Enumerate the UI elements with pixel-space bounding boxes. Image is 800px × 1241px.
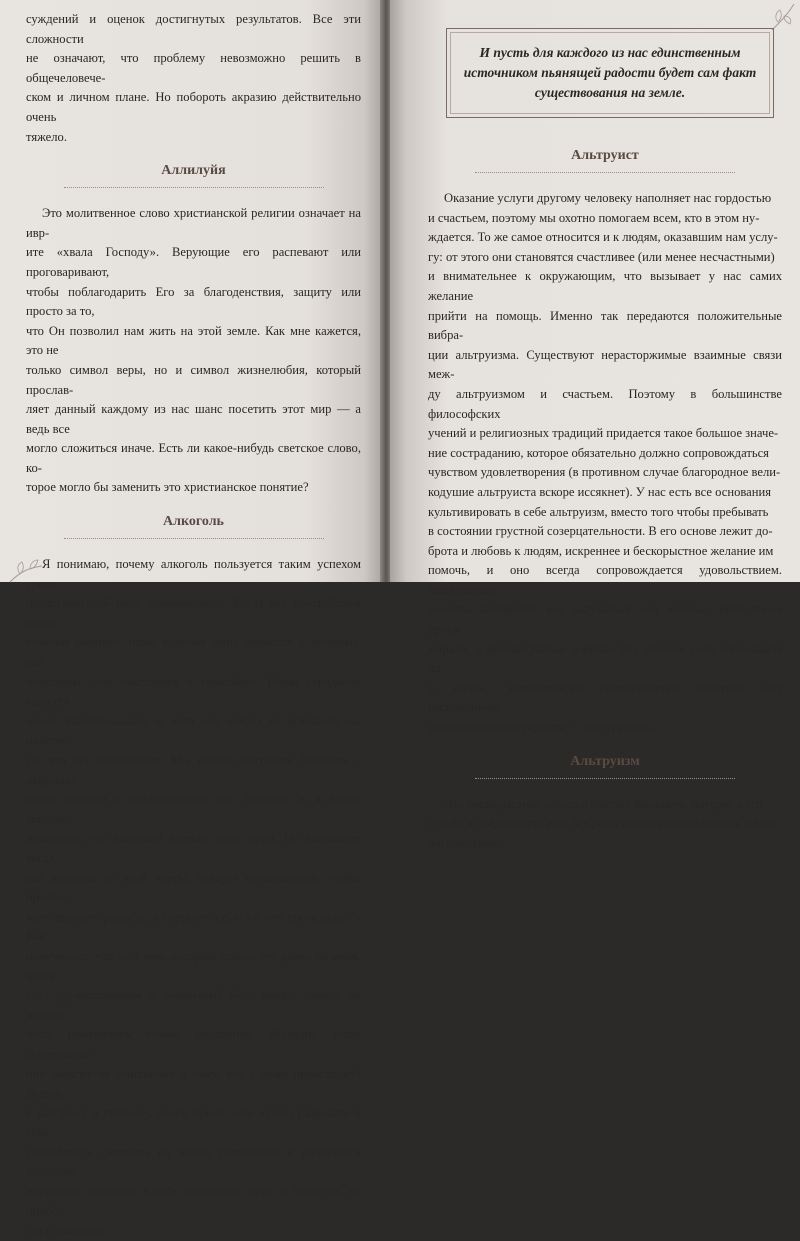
- quote-line: И пусть для каждого из нас единственным: [479, 45, 741, 60]
- section-body-altruist: [428, 189, 782, 738]
- text-line: способность смотреть на жизнь спокойным и радостным взглядом,: [26, 1144, 361, 1179]
- text-line: могло сложиться иначе. Есть ли какое-нибудь светское слово, ко-: [26, 441, 361, 475]
- text-line: Оказание услуги другому человеку наполняет нас гордостью: [444, 191, 772, 205]
- text-line: эгоисты заставляют нас задуматься над жизнью, преподнося уроки: [428, 602, 782, 637]
- text-line: Это молитвенное слово христианской религии означает на ивр-: [26, 206, 361, 240]
- section-heading-alcohol: [26, 514, 361, 539]
- text-line: чувствуем себя счастливее и спокойнее. Наши страдания кажутся: [26, 674, 361, 709]
- text-line: ском и личном плане. Но побороть акразию действительно очень: [26, 90, 361, 124]
- text-line: кодушие альтруиста вскоре иссякнет). У нас есть все основания: [428, 484, 772, 499]
- text-line: учений и религиозных традиций придается такое большое значе-: [428, 426, 779, 441]
- text-line: получилось, что этот мир, который только что давил на меня, вдруг: [26, 948, 361, 983]
- section-title: Алкоголь: [163, 514, 224, 530]
- text-line: что Он позволил нам жить на этой земле. Как мне кажется, это не: [26, 323, 361, 358]
- text-line: гольные напитки, наше видение мира меняется к лучшему, мы: [26, 635, 361, 670]
- intro-paragraph: [26, 10, 361, 147]
- text-line: менее значительными, и, хотя они никуда не исчезают, мы надеем-: [26, 713, 361, 748]
- text-line: ние состраданию, которое обязательно должно сопровождаться: [428, 445, 769, 460]
- text-line: в жизнь, демонстрируя превосходство действий над бесплодными: [428, 680, 782, 715]
- text-line: ждается. То же самое относится и к людям, оказавшим нам услу-: [428, 230, 778, 245]
- section-body-alcohol: [26, 555, 361, 1241]
- text-line: в состоянии грустной созерцательности. В его основе лежит до-: [428, 524, 773, 539]
- section-heading-altruist: [428, 148, 782, 173]
- text-line: ду альтруизмом и счастьем. Поэтому в большинстве философских: [428, 386, 782, 421]
- quote-line: источником пьянящей радости будет сам факт: [463, 65, 757, 80]
- text-line: ции альтруизма. Существуют нерасторжимые взаимные связи меж-: [428, 347, 782, 382]
- left-page: [0, 0, 383, 1238]
- text-line: и счастьем, поэтому мы охотно помогаем всем, кто в этом ну-: [428, 210, 760, 225]
- text-line: представителей рода человеческого. Когда мы употребляем алко-: [26, 596, 361, 630]
- text-line: ляет данный каждому из нас шанс посетить этот мир — а ведь все: [26, 402, 361, 436]
- text-line: Я понимаю, почему алкоголь пользуется таким успехом среди: [26, 557, 361, 591]
- text-line: только символ веры, но и символ жизнелюбия, который прослав-: [26, 362, 361, 397]
- text-line: лось, поменялись только ощущения. Выходит, наше существова-: [26, 1027, 361, 1061]
- heading-rule: [475, 778, 735, 779]
- text-line: морали, а великодушные добряки без лишних слов воплощают их: [428, 641, 782, 676]
- section-heading-altruism: [428, 754, 782, 779]
- text-line: и внимательнее к окружающим, что вызывает у нас самих желание: [428, 269, 782, 303]
- text-line: гу: от этого они становятся счастливее (или менее несчастными): [428, 249, 775, 264]
- section-heading-alleluia: [26, 163, 361, 188]
- section-title: Аллилуйя: [161, 163, 226, 179]
- text-line: брота и любовь к людям, искреннее и бескорыстное желание им: [428, 543, 774, 558]
- text-line: помочь, и оно всегда сопровождается удовольствием. Закоренелые: [428, 563, 782, 597]
- text-line: гая к алкоголю.: [26, 1223, 109, 1238]
- quote-line: существования на земле.: [534, 85, 686, 100]
- text-line: к которому я прихожу, очень прост: нам нужно развивать в себе: [26, 1105, 361, 1140]
- text-line: Это бескорыстная забота о счастье ближнего, интерес к его: [444, 796, 763, 811]
- text-line: культивировать в себе альтруизм, вместо того чтобы пребывать: [428, 504, 769, 519]
- text-line: щими людьми и объединяющее нас братство и, в конце концов,: [26, 792, 361, 826]
- text-line: прийти на помощь. Именно так передаются положительные вибра-: [428, 308, 782, 343]
- quote-box: [446, 28, 774, 118]
- text-line: суждений и оценок достигнутых результатов. Все эти сложности: [26, 12, 361, 46]
- floral-ornament-icon: [6, 546, 46, 586]
- text-line: чтобы поблагодарить Его за благоденствия, защиту или просто за то,: [26, 284, 361, 319]
- text-line: жать вкушать радость, и спросить себя: «А что происходит?» Как: [26, 909, 361, 944]
- section-title: Альтруист: [571, 148, 639, 163]
- text-line: ние зависит от отношения к тому, что с нами происходит? Вывод,: [26, 1066, 361, 1101]
- text-line: научиться вызывать в себе ощущения мира и братства, не прибе-: [26, 1184, 361, 1218]
- text-line: чувством удовлетворения (в противном случае благородное вели-: [428, 465, 781, 480]
- text-line: понимаем, что являемся частью этого мира. Но внимание: когда: [26, 831, 361, 865]
- section-title: Альтруизм: [570, 753, 640, 769]
- text-line: тяжело.: [26, 129, 67, 144]
- text-line: ся, что все преодолеем. Мы полнее ощущаем близость с окружаю-: [26, 753, 361, 787]
- heading-rule: [64, 187, 324, 188]
- text-line: торое могло бы заменить это христианское понятие?: [26, 480, 309, 495]
- heading-rule: [475, 172, 735, 173]
- text-line: ите «хвала Господу». Верующие его распевают или проговаривают,: [26, 245, 361, 279]
- text-line: не означают, что проблему невозможно решить в общечеловече-: [26, 51, 361, 85]
- text-line: стал дружественным и понятным? Ведь вокруг ничего не измени-: [26, 988, 361, 1022]
- section-body-altruism: [428, 795, 782, 854]
- right-page: [390, 0, 800, 850]
- text-line: награждение.: [428, 835, 501, 850]
- text-line: судьбе и преданность ему, без расчета на признательность и воз-: [428, 816, 775, 831]
- text-line: мы доходим до этой черты, следует остановиться, чтобы продол-: [26, 870, 361, 905]
- section-body-alleluia: [26, 204, 361, 498]
- text-line: размышлениями, радости — над грустью.: [428, 720, 654, 735]
- heading-rule: [64, 538, 324, 539]
